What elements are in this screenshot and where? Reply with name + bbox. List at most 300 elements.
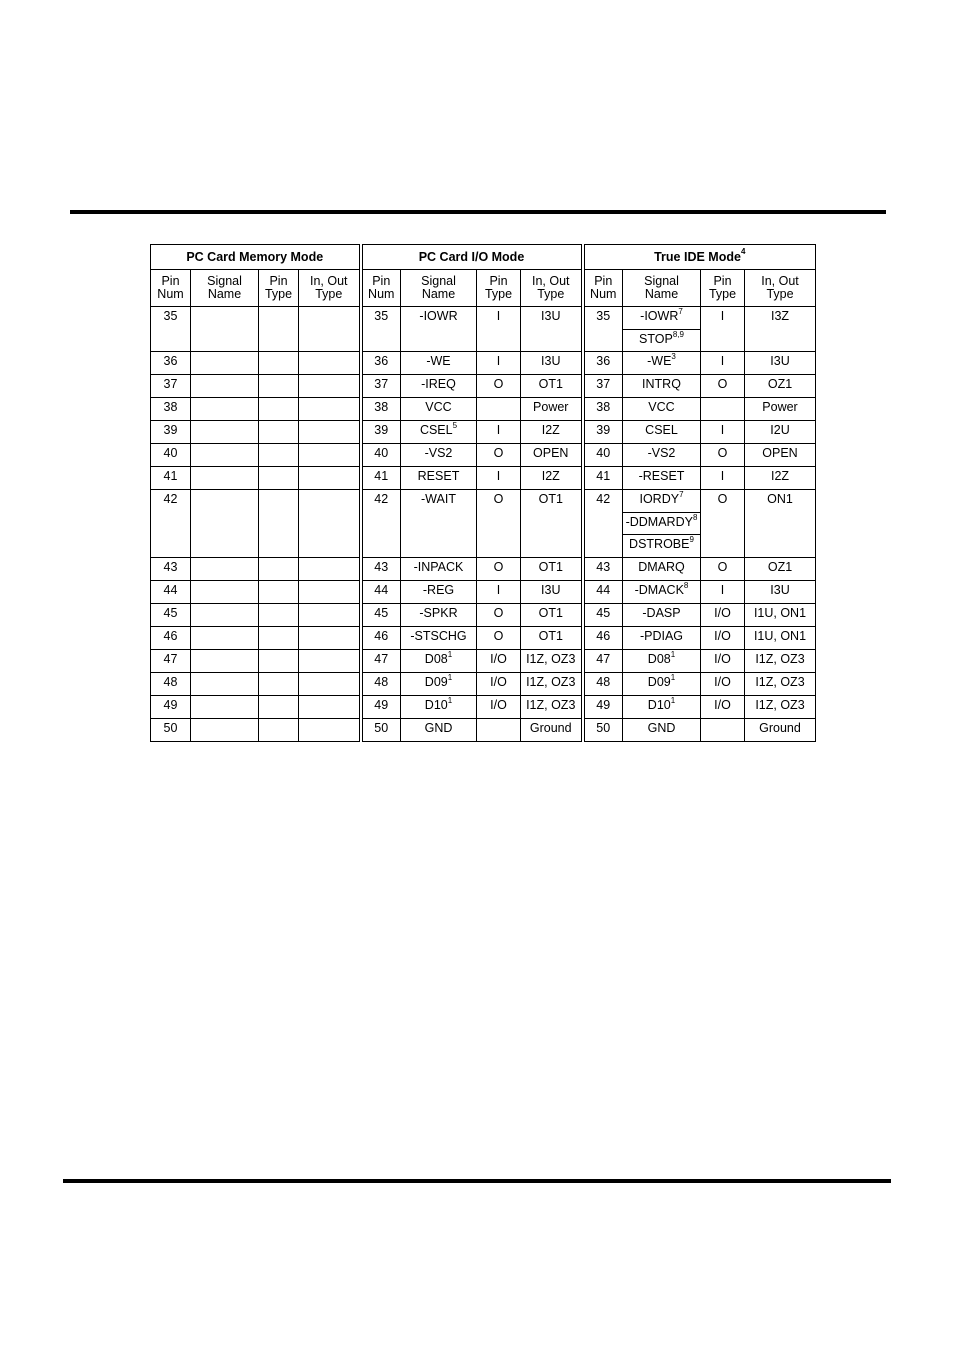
footnote-ref: 1 [447, 649, 453, 659]
pin-num-cell [583, 719, 623, 742]
pin-num-cell [151, 650, 191, 673]
signal-name-cell [191, 627, 259, 650]
signal-name: -STSCHG [410, 629, 467, 643]
pin-num-cell [583, 581, 623, 604]
in-out-type-cell [745, 604, 816, 627]
pin-num: 50 [163, 721, 178, 735]
footnote-ref: 9 [689, 534, 694, 544]
pin-type-cell [701, 673, 745, 696]
signal-name-cell [191, 467, 259, 490]
pin-num: 35 [163, 309, 178, 323]
signal-name: -INPACK [413, 560, 464, 574]
footnote-ref: 1 [670, 649, 676, 659]
table-row [151, 673, 816, 696]
signal-name-cell [401, 696, 477, 719]
header-line: Num [590, 287, 617, 301]
in-out-type: I2Z [770, 469, 790, 483]
in-out-type: OT1 [538, 492, 563, 506]
in-out-type: I1Z, OZ3 [526, 698, 576, 712]
signal-name: -DASP [642, 606, 681, 620]
in-out-type-cell [521, 398, 583, 421]
header-line: Pin [489, 274, 508, 288]
footnote-ref: 5 [452, 420, 458, 430]
signal-name-cell [401, 581, 477, 604]
pin-type: I [496, 309, 501, 323]
pin-num-cell [361, 375, 401, 398]
pin-num-cell [151, 558, 191, 581]
pin-num-cell [583, 673, 623, 696]
pin-num: 36 [163, 354, 178, 368]
signal-name-cell [401, 398, 477, 421]
pin-type: I/O [714, 652, 731, 666]
pin-type-cell [259, 627, 299, 650]
in-out-type: I1Z, OZ3 [755, 652, 805, 666]
in-out-type-cell [521, 719, 583, 742]
pin-type: I [720, 583, 725, 597]
signal-name-cell [191, 696, 259, 719]
pin-num-cell [361, 719, 401, 742]
signal-name-cell [191, 673, 259, 696]
pin-type: O [493, 629, 504, 643]
pin-type: I [496, 354, 501, 368]
pin-num-cell [361, 352, 401, 375]
signal-name-cell [623, 650, 701, 673]
in-out-type: I2Z [541, 469, 560, 483]
pin-num-cell [151, 673, 191, 696]
pin-num: 49 [596, 698, 611, 712]
in-out-type-cell [299, 604, 361, 627]
top-rule [70, 210, 886, 214]
signal-name-cell [401, 421, 477, 444]
in-out-type: OT1 [538, 377, 563, 391]
signal-stack [623, 490, 700, 556]
header-line: In, Out [309, 274, 348, 288]
in-out-type-cell [745, 673, 816, 696]
pin-num: 45 [596, 606, 611, 620]
in-out-type: ON1 [767, 492, 793, 506]
pin-num: 40 [163, 446, 178, 460]
pin-type: I [496, 423, 501, 437]
signal-name-cell [401, 719, 477, 742]
header-line: Name [421, 287, 456, 301]
signal-name-cell [191, 421, 259, 444]
pin-num-cell [151, 352, 191, 375]
signal-name-cell [623, 352, 701, 375]
pin-num-cell [361, 696, 401, 719]
pin-num-cell [151, 398, 191, 421]
in-out-type-cell [745, 696, 816, 719]
in-out-type-cell [521, 444, 583, 467]
pin-num: 50 [596, 721, 611, 735]
pin-num-cell [583, 696, 623, 719]
pin-type: I [496, 469, 501, 483]
pin-type: I/O [714, 606, 731, 620]
in-out-type-cell [521, 696, 583, 719]
signal-name-cell [401, 650, 477, 673]
table-row [151, 444, 816, 467]
pin-num-cell [583, 627, 623, 650]
pin-num-cell [361, 627, 401, 650]
footnote-ref: 1 [670, 695, 676, 705]
header-line: Pin [713, 274, 732, 288]
pin-type-cell [259, 421, 299, 444]
pin-num-cell [151, 581, 191, 604]
pin-type: O [717, 492, 728, 506]
in-out-type: I3U [541, 309, 561, 323]
header-line: Type [537, 287, 565, 301]
pin-num-cell [583, 604, 623, 627]
in-out-type-cell [521, 352, 583, 375]
signal-name-cell [401, 490, 477, 558]
pin-num: 42 [163, 492, 178, 506]
pin-num: 39 [374, 423, 389, 437]
pin-num-header [583, 270, 623, 307]
signal-name-cell [623, 558, 701, 581]
in-out-type-cell [745, 444, 816, 467]
pin-num: 37 [374, 377, 389, 391]
footnote-ref: 7 [679, 489, 684, 499]
signal-name: D09 [647, 675, 671, 689]
io-mode-header: PC Card I/O Mode [361, 245, 583, 270]
in-out-type-cell [521, 673, 583, 696]
signal-name: -VS2 [647, 446, 676, 460]
signal-name-cell [623, 627, 701, 650]
signal-name-cell [623, 581, 701, 604]
table-row [151, 719, 816, 742]
pin-num: 36 [374, 354, 389, 368]
pin-type-cell [477, 604, 521, 627]
pin-num: 39 [163, 423, 178, 437]
pin-type-cell [477, 421, 521, 444]
in-out-type-cell [745, 375, 816, 398]
pin-type: I [720, 354, 725, 368]
pin-type-cell [259, 650, 299, 673]
signal-name-cell [623, 421, 701, 444]
signal-name: IORDY [639, 492, 680, 506]
pin-type: O [493, 606, 504, 620]
in-out-type-cell [299, 375, 361, 398]
pin-num-cell [361, 444, 401, 467]
in-out-type-cell [521, 558, 583, 581]
signal-name-cell [191, 604, 259, 627]
pin-num-header [151, 270, 191, 307]
pin-type-cell [477, 719, 521, 742]
signal-name-cell [401, 375, 477, 398]
pin-num-cell [151, 604, 191, 627]
table-row [151, 581, 816, 604]
in-out-type-cell [299, 352, 361, 375]
pin-num: 45 [374, 606, 389, 620]
pin-num: 38 [374, 400, 389, 414]
pin-type-cell [259, 719, 299, 742]
signal-name-cell [191, 650, 259, 673]
signal-line [623, 490, 700, 512]
in-out-type: OT1 [538, 560, 563, 574]
in-out-type: I3U [541, 354, 561, 368]
pin-num-cell [151, 375, 191, 398]
signal-name-header [191, 270, 259, 307]
pin-num: 43 [596, 560, 611, 574]
pin-num: 49 [163, 698, 178, 712]
pin-type-cell [701, 444, 745, 467]
pin-num: 40 [596, 446, 611, 460]
header-line: Num [157, 287, 184, 301]
signal-name: DSTROBE [629, 537, 690, 551]
pin-type: O [493, 446, 504, 460]
signal-name-cell [623, 604, 701, 627]
signal-name: GND [424, 721, 453, 735]
in-out-type: I2U [770, 423, 790, 437]
pin-type-cell [477, 398, 521, 421]
pin-num: 38 [163, 400, 178, 414]
signal-name-cell [401, 604, 477, 627]
pin-type-cell [477, 696, 521, 719]
in-out-type-cell [299, 444, 361, 467]
footnote-ref: 8,9 [672, 329, 684, 339]
in-out-type-cell [299, 581, 361, 604]
header-line: Pin [594, 274, 613, 288]
signal-name: D10 [424, 698, 448, 712]
pin-type: I [720, 309, 725, 323]
pin-num-cell [151, 421, 191, 444]
signal-name-cell [191, 444, 259, 467]
in-out-type-cell [745, 467, 816, 490]
pin-type: I/O [490, 652, 507, 666]
in-out-type-cell [521, 467, 583, 490]
in-out-type-cell [745, 307, 816, 352]
in-out-type-cell [299, 421, 361, 444]
table-row [151, 421, 816, 444]
pin-type: O [717, 560, 728, 574]
pin-num: 39 [596, 423, 611, 437]
in-out-type: OZ1 [767, 560, 793, 574]
in-out-type-cell [745, 490, 816, 558]
pin-type: I [720, 423, 725, 437]
signal-name: -RESET [638, 469, 685, 483]
pin-type-cell [259, 375, 299, 398]
signal-name-cell [401, 467, 477, 490]
pin-num-cell [151, 696, 191, 719]
in-out-type-cell [745, 352, 816, 375]
in-out-type-cell [521, 490, 583, 558]
pin-num-cell [583, 375, 623, 398]
signal-name: -WE [647, 354, 672, 368]
pin-num: 50 [374, 721, 389, 735]
signal-name: STOP [639, 332, 673, 346]
signal-name: RESET [417, 469, 460, 483]
pin-type-cell [701, 650, 745, 673]
table-row [151, 696, 816, 719]
signal-name: -PDIAG [639, 629, 684, 643]
in-out-type-cell [299, 696, 361, 719]
pin-num: 38 [596, 400, 611, 414]
signal-name: -SPKR [419, 606, 458, 620]
signal-name-cell [401, 673, 477, 696]
pin-num: 46 [163, 629, 178, 643]
pin-num: 42 [374, 492, 389, 506]
signal-name: D08 [424, 652, 448, 666]
pin-num: 46 [596, 629, 611, 643]
pin-type: I [720, 469, 725, 483]
pin-num: 47 [374, 652, 389, 666]
in-out-type-cell [299, 673, 361, 696]
signal-name-cell [191, 719, 259, 742]
pin-type-cell [477, 650, 521, 673]
pin-num-cell [583, 558, 623, 581]
signal-name-cell [191, 581, 259, 604]
table-row [151, 650, 816, 673]
in-out-type-cell [299, 558, 361, 581]
pin-type-cell [701, 627, 745, 650]
pin-type-cell [701, 719, 745, 742]
signal-stack [623, 307, 700, 351]
in-out-type-cell [745, 398, 816, 421]
pin-type-cell [701, 558, 745, 581]
pin-type-cell [701, 398, 745, 421]
table-row [151, 604, 816, 627]
signal-name-cell [623, 490, 701, 558]
table-row [151, 352, 816, 375]
pin-type-cell [701, 352, 745, 375]
signal-name: -REG [422, 583, 455, 597]
pin-type: O [717, 446, 728, 460]
header-line: Signal [421, 274, 456, 288]
footnote-ref: 8 [683, 580, 689, 590]
pin-type-cell [477, 673, 521, 696]
in-out-type-header [521, 270, 583, 307]
in-out-type-header [745, 270, 816, 307]
signal-name: -DDMARDY [625, 515, 693, 529]
pin-num: 40 [374, 446, 389, 460]
pin-num-cell [361, 398, 401, 421]
pin-num: 35 [374, 309, 389, 323]
pin-num: 48 [374, 675, 389, 689]
pin-num-cell [583, 467, 623, 490]
signal-name-cell [623, 696, 701, 719]
in-out-type-cell [521, 375, 583, 398]
pin-type: I/O [714, 698, 731, 712]
pin-type-cell [477, 627, 521, 650]
in-out-type-cell [299, 307, 361, 352]
signal-name: GND [647, 721, 676, 735]
group-header-row [151, 245, 816, 270]
pin-type-header [259, 270, 299, 307]
pin-num-cell [583, 421, 623, 444]
pin-num: 47 [596, 652, 611, 666]
in-out-type-cell [521, 604, 583, 627]
pin-num-cell [361, 421, 401, 444]
pin-type-cell [701, 307, 745, 352]
in-out-type-cell [745, 650, 816, 673]
pin-assignment-table [150, 244, 816, 742]
in-out-type-header [299, 270, 361, 307]
pin-num-cell [361, 604, 401, 627]
in-out-type-cell [745, 421, 816, 444]
pin-type: I/O [714, 675, 731, 689]
table-row [151, 307, 816, 352]
header-line: Type [264, 287, 293, 301]
in-out-type-cell [745, 719, 816, 742]
signal-name-cell [623, 444, 701, 467]
pin-type-cell [259, 696, 299, 719]
pin-type: O [493, 377, 504, 391]
pin-num-cell [583, 307, 623, 352]
signal-name-cell [191, 398, 259, 421]
pin-num-header [361, 270, 401, 307]
in-out-type: I1Z, OZ3 [755, 698, 805, 712]
pin-num-cell [151, 627, 191, 650]
pin-type: I/O [490, 698, 507, 712]
header-line: Pin [161, 274, 180, 288]
pin-num-cell [583, 352, 623, 375]
in-out-type: Ground [759, 721, 801, 735]
pin-num: 43 [374, 560, 389, 574]
pin-type-cell [259, 558, 299, 581]
footnote-ref: 1 [670, 672, 676, 682]
signal-line [623, 307, 700, 329]
in-out-type: I2Z [541, 423, 560, 437]
header-line: In, Out [531, 274, 570, 288]
pin-type-cell [477, 352, 521, 375]
memory-mode-header: PC Card Memory Mode [151, 245, 361, 270]
signal-name: -VS2 [424, 446, 453, 460]
signal-name: -DMACK [634, 583, 684, 597]
table-row [151, 627, 816, 650]
pin-num-cell [583, 444, 623, 467]
pin-type-cell [701, 490, 745, 558]
pin-type-cell [259, 352, 299, 375]
header-line: Signal [207, 274, 242, 288]
pin-num-cell [361, 650, 401, 673]
pin-num: 43 [163, 560, 178, 574]
pin-num-cell [151, 467, 191, 490]
in-out-type: OPEN [762, 446, 798, 460]
signal-name: CSEL [419, 423, 453, 437]
pin-num: 41 [374, 469, 389, 483]
pin-num-cell [151, 719, 191, 742]
pin-num: 46 [374, 629, 389, 643]
in-out-type-cell [299, 467, 361, 490]
pin-num: 48 [163, 675, 178, 689]
table-row [151, 398, 816, 421]
signal-name-cell [191, 352, 259, 375]
signal-name: D08 [647, 652, 671, 666]
signal-line [623, 512, 700, 534]
pin-num-cell [151, 307, 191, 352]
signal-name: DMARQ [638, 560, 685, 574]
in-out-type: I1U, ON1 [753, 606, 807, 620]
pin-num-cell [151, 444, 191, 467]
signal-name: INTRQ [642, 377, 681, 391]
signal-name-cell [191, 490, 259, 558]
pin-type-cell [259, 490, 299, 558]
column-header-row [151, 270, 816, 307]
signal-name-cell [401, 627, 477, 650]
header-line: Type [484, 287, 513, 301]
signal-name-cell [401, 444, 477, 467]
pin-num: 44 [596, 583, 611, 597]
in-out-type-cell [745, 581, 816, 604]
footnote-ref: 1 [447, 672, 453, 682]
in-out-type: I1Z, OZ3 [526, 652, 576, 666]
signal-line [623, 534, 700, 556]
signal-name-cell [401, 352, 477, 375]
header-line: Name [207, 287, 242, 301]
header-line: In, Out [761, 274, 799, 288]
signal-name: VCC [648, 400, 675, 414]
pin-num: 37 [163, 377, 178, 391]
table-row [151, 467, 816, 490]
